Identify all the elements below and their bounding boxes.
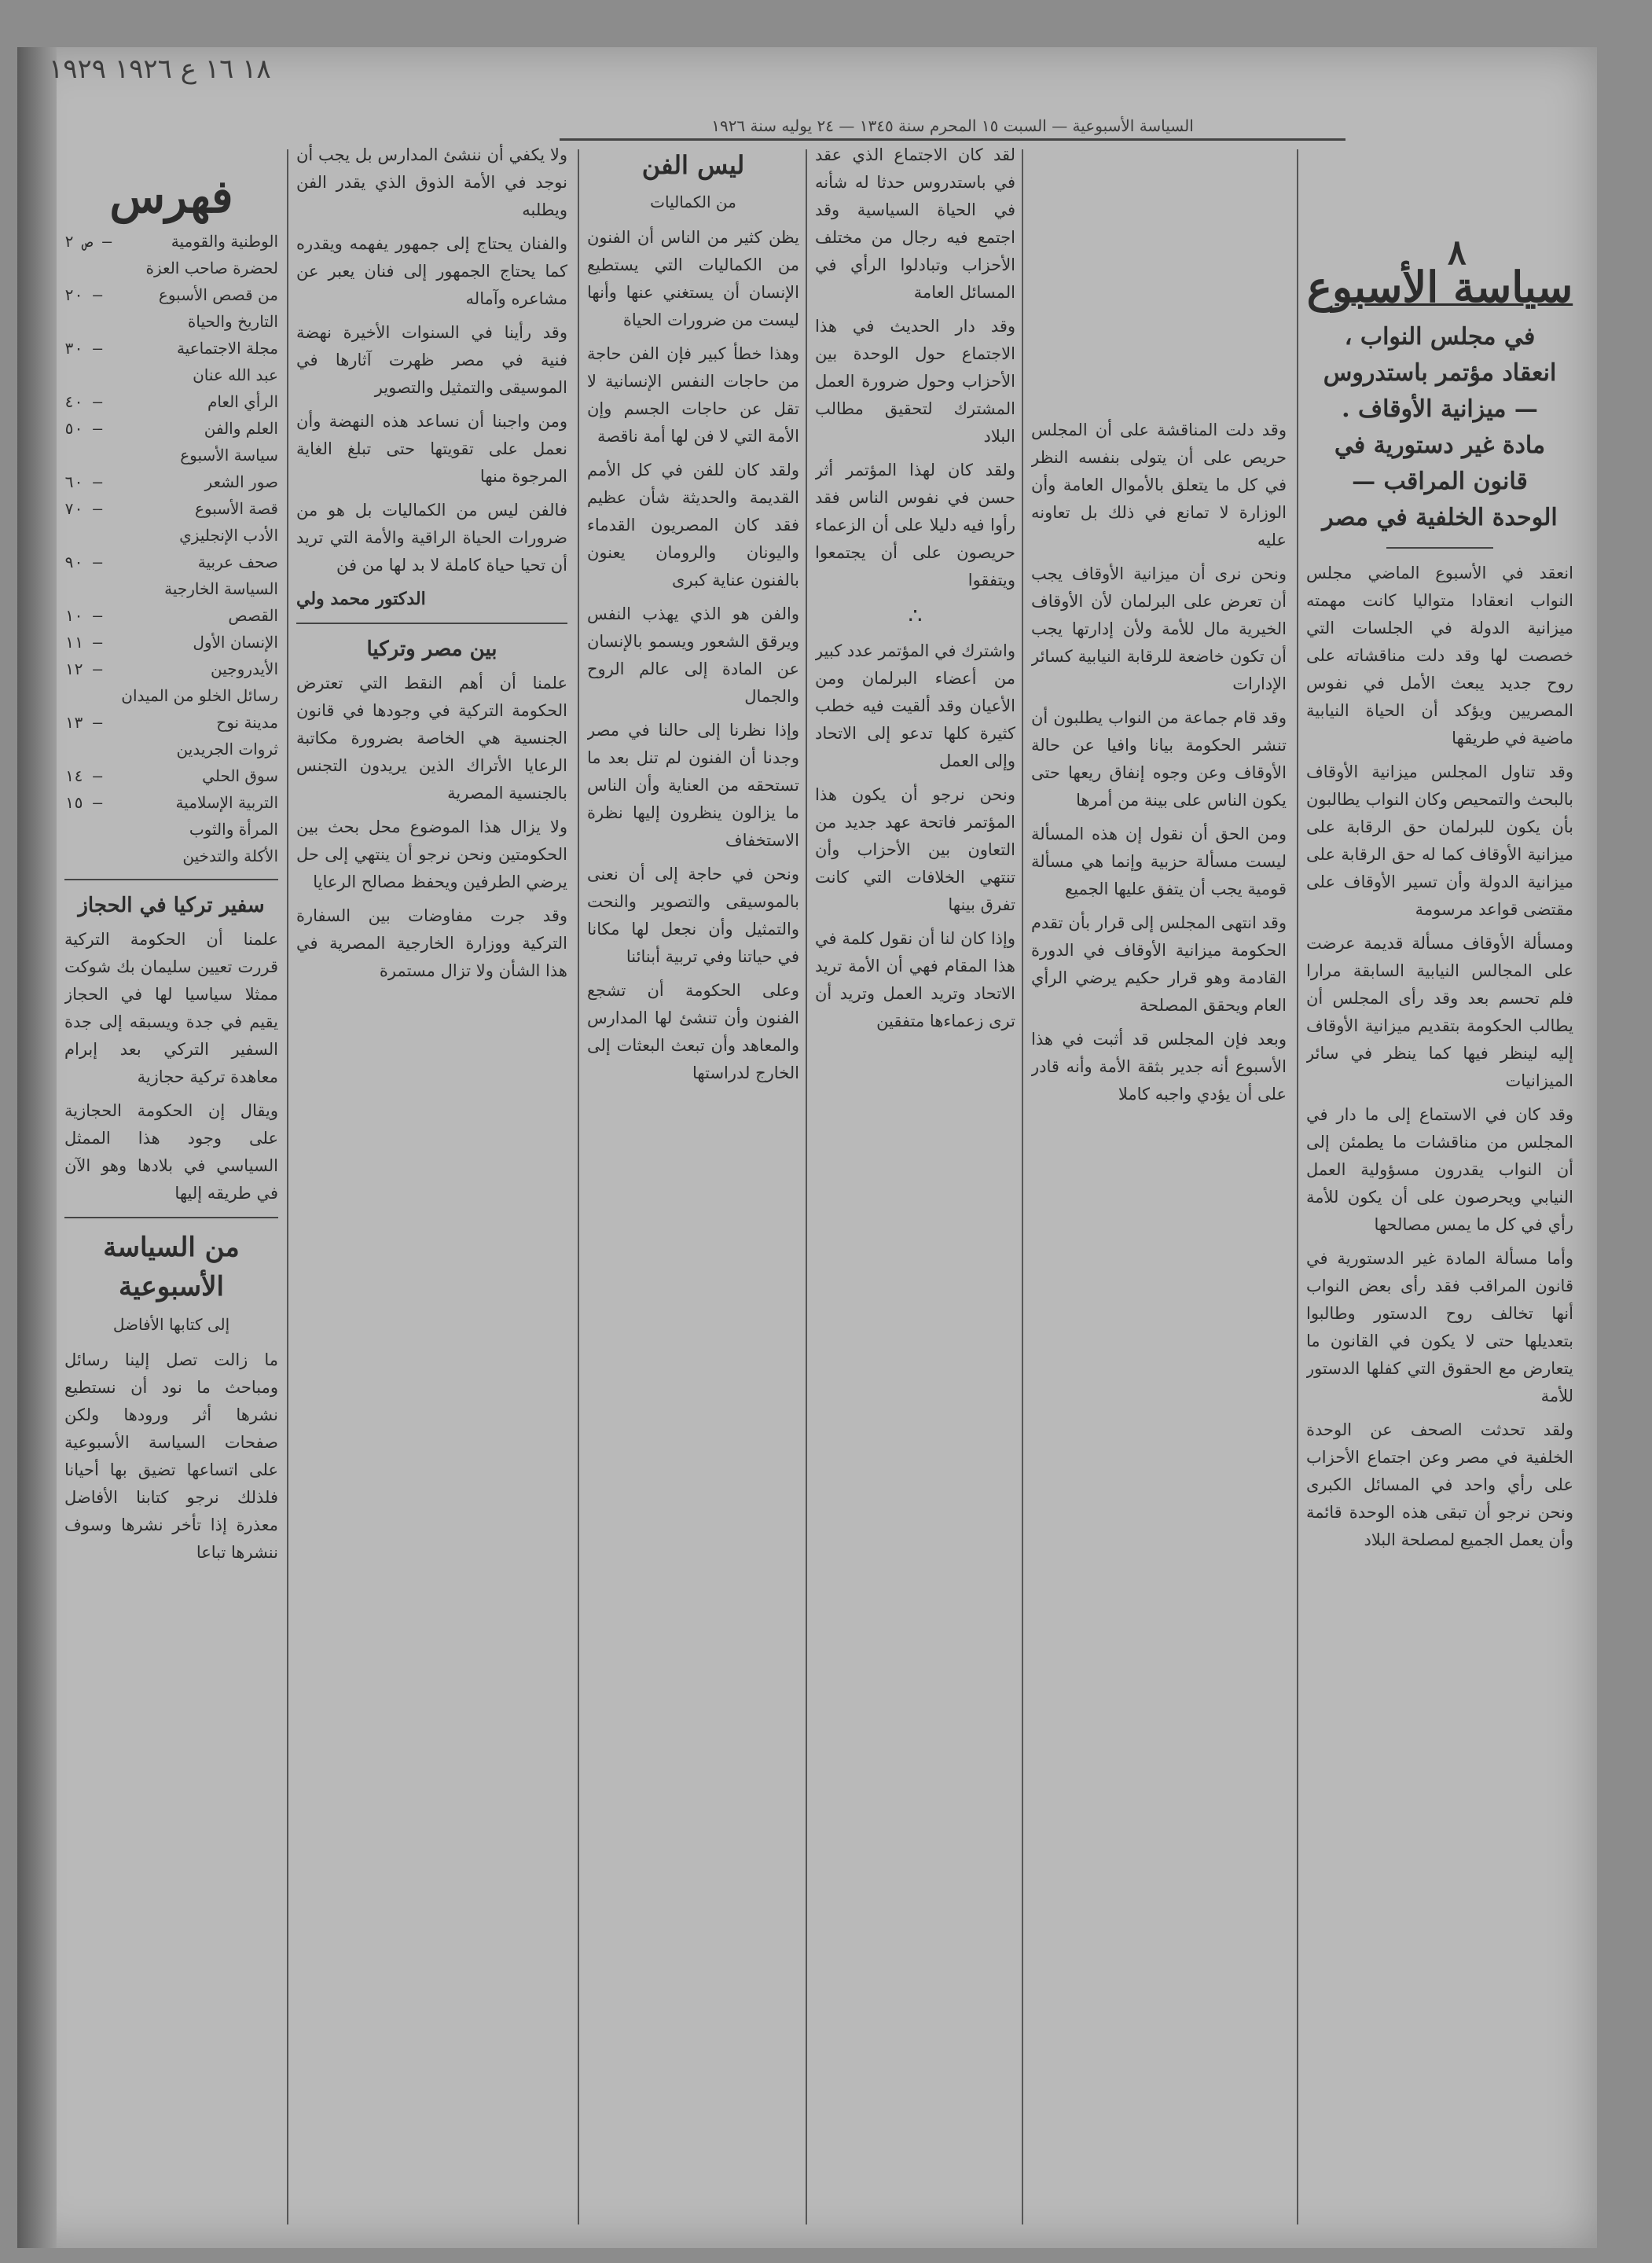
- toc-entry: [64, 362, 278, 388]
- toc-entry-text: قصة الأسبوع: [194, 499, 278, 518]
- toc-entry-text: من قصص الأسبوع: [158, 285, 278, 304]
- paragraph: وهذا خطأ كبير فإن الفن حاجة من حاجات النفس الإنسانية لا تقل عن حاجات الجسم وإن الأمة التي لا فن لها أمة ناقصة: [587, 344, 799, 446]
- toc-entry-page: ١٤ —: [64, 766, 103, 785]
- toc-entry: [64, 736, 278, 762]
- toc-entry: [64, 816, 278, 843]
- paragraph: ونحن نرجو أن يكون هذا المؤتمر فاتحة عهد جديد من التعاون بين الأحزاب وأن تنتهي الخلافات التي كانت تفرق بينها: [815, 785, 1015, 914]
- ornament: ∴: [908, 603, 923, 629]
- toc-entry-page: ٦٠ —: [64, 472, 103, 491]
- paragraph: ونحن نرى أن ميزانية الأوقاف يجب أن تعرض على البرلمان لأن الأوقاف الخيرية مال للأمة ولأن إدارتها يجب أن تكون خاضعة للرقابة النيابية كسائر الإدارات: [1031, 564, 1287, 693]
- toc-entry-text: الوطنية والقومية: [171, 232, 278, 251]
- toc-entry: [64, 495, 278, 522]
- running-header: السياسة الأسبوعية — السبت ١٥ المحرم سنة ١٣٤٥ — ٢٤ يوليه سنة ١٩٢٦: [560, 116, 1345, 141]
- headline-policy: في مجلس النواب ، انعقاد مؤتمر باستدروس — ميزانية الأوقاف . مادة غير دستورية في قانون المراقب — الوحدة الخلفية في مصر: [1322, 323, 1558, 531]
- paragraph: وقد دار الحديث في هذا الاجتماع حول الوحدة بين الأحزاب وحول ضرورة العمل المشترك لتحقيق مطالب البلاد: [815, 317, 1015, 446]
- toc-entry: [64, 228, 278, 255]
- toc-entry-page: ١١ —: [64, 633, 103, 652]
- paragraph: وأما مسألة المادة غير الدستورية في قانون المراقب فقد رأى بعض النواب أنها تخالف روح الدستور وطالبوا بتعديلها حتى لا يكون في القانون ما يتعارض مع الحقوق التي كفلها الدستور للأمة: [1306, 1249, 1573, 1405]
- paragraph: يظن كثير من الناس أن الفنون من الكماليات التي يستطيع الإنسان أن يستغني عنها وأنها ليست من ضرورات الحياة: [587, 228, 799, 329]
- index-title: فهرس: [109, 170, 233, 223]
- toc-entry-text: الأيدروجين: [211, 659, 278, 678]
- toc-entry-text: رسائل الخلو من الميدان: [121, 686, 278, 705]
- paragraph: وإذا نظرنا إلى حالنا في مصر وجدنا أن الفنون لم تنل بعد ما تستحقه من العناية وأن الناس ما يزالون ينظرون إليها نظرة الاستخفاف: [587, 721, 799, 850]
- column-3: [815, 141, 1015, 2232]
- column-rule: [806, 149, 807, 2224]
- divider: [1386, 547, 1493, 549]
- paragraph: وقد قام جماعة من النواب يطلبون أن تنشر الحكومة بيانا وافيا عن حالة الأوقاف وعن وجوه إنفاق ريعها حتى يكون الناس على بينة من أمرها: [1031, 708, 1287, 810]
- paragraph: انعقد في الأسبوع الماضي مجلس النواب انعقادا متواليا كانت مهمته ميزانية الدولة في الجلسات التي خصصت لها وقد دلت مناقشاته على روح جديد يبعث الأمل في نفوس المصريين ويؤكد أن الحياة النيابية ماضية في طريقها: [1306, 564, 1573, 748]
- toc-entry: [64, 602, 278, 629]
- article-subtitle: من الكماليات: [650, 193, 736, 211]
- toc-entry: [64, 522, 278, 549]
- toc-entry-text: القصص: [228, 606, 278, 625]
- author-signature: الدكتور محمد ولي: [296, 589, 426, 609]
- toc-entry-text: عبد الله عنان: [193, 366, 278, 384]
- paragraph: فالفن ليس من الكماليات بل هو من ضرورات الحياة الراقية والأمة التي تريد أن تحيا حياة كاملة لا بد لها من فن: [296, 501, 567, 575]
- toc-entry-text: صحف عربية: [197, 553, 278, 571]
- table-of-contents: [64, 228, 278, 869]
- toc-entry-text: الرأي العام: [207, 392, 278, 411]
- column-policy-of-week: [1306, 244, 1573, 2224]
- toc-entry-page: ١٣ —: [64, 713, 103, 732]
- toc-entry-page: ٧٠ —: [64, 499, 103, 518]
- section-subheading: إلى كتابها الأفاضل: [112, 1315, 230, 1334]
- toc-entry-text: لحضرة صاحب العزة: [145, 259, 278, 277]
- toc-entry-page: ٣٠ —: [64, 339, 103, 358]
- section-heading-turkish-envoy: سفير تركيا في الحجاز: [78, 894, 265, 917]
- toc-entry-page: ٩٠ —: [64, 553, 103, 571]
- paragraph: علمنا أن الحكومة التركية قررت تعيين سليمان بك شوكت ممثلا سياسيا لها في الحجاز يقيم في جدة ويسبقه إلى جدة السفير التركي بعد إبرام معاهدة تركية حجازية: [64, 930, 278, 1086]
- paragraph: والفن هو الذي يهذب النفس ويرقق الشعور ويسمو بالإنسان عن المادة إلى عالم الروح والجمال: [587, 604, 799, 706]
- column-rule: [1022, 149, 1023, 2224]
- toc-entry: [64, 442, 278, 468]
- column-rule: [578, 149, 579, 2224]
- toc-entry-text: السياسة الخارجية: [164, 579, 278, 598]
- paragraph: ومسألة الأوقاف مسألة قديمة عرضت على المجالس النيابية السابقة مرارا فلم تحسم بعد وقد رأى المجلس أن يطالب الحكومة بتقديم ميزانية الأوقاف إليه لينظر فيها كما ينظر في سائر الميزانيات: [1306, 934, 1573, 1090]
- toc-entry: [64, 468, 278, 495]
- toc-entry: [64, 762, 278, 789]
- toc-entry: [64, 335, 278, 362]
- toc-entry-text: الأدب الإنجليزي: [179, 526, 278, 545]
- paragraph: ولقد كان للفن في كل الأمم القديمة والحديثة شأن عظيم فقد كان المصريون القدماء واليونان والرومان يعنون بالفنون عناية كبرى: [587, 461, 799, 590]
- toc-entry-text: ثروات الجريدين: [176, 740, 278, 759]
- toc-entry-page: ١٥ —: [64, 793, 103, 812]
- column-art-article: [587, 141, 799, 2232]
- handwritten-note: ١٨ ١٦ ع ١٩٢٦ ١٩٢٩: [49, 53, 271, 85]
- toc-entry: [64, 575, 278, 602]
- paragraph: وقد تناول المجلس ميزانية الأوقاف بالبحث والتمحيص وكان النواب يطالبون بأن يكون للبرلمان حق الرقابة على ميزانية الأوقاف كما له حق الرقابة على ميزانية الدولة وأن تسير الأوقاف على مقتضى قواعد مرسومة: [1306, 762, 1573, 919]
- paragraph: وإذا كان لنا أن نقول كلمة في هذا المقام فهي أن الأمة تريد الاتحاد وتريد العمل وتريد أن ترى زعماءها متفقين: [815, 929, 1015, 1030]
- section-heading-from-weekly: من السياسة الأسبوعية: [103, 1232, 240, 1302]
- page-number: ٨: [1448, 233, 1467, 273]
- toc-entry-text: التاريخ والحياة: [187, 312, 278, 331]
- toc-entry-text: سوق الحلي: [202, 766, 278, 785]
- paragraph: ونحن في حاجة إلى أن نعنى بالموسيقى والتصوير والنحت والتمثيل وأن نجعل لها مكانا في حياتنا وفي تربية أبنائنا: [587, 865, 799, 966]
- paragraph: ومن الحق أن نقول إن هذه المسألة ليست مسألة حزبية وإنما هي مسألة قومية يجب أن يتفق عليها الجميع: [1031, 825, 1287, 898]
- paragraph: علمنا أن أهم النقط التي تعترض الحكومة التركية في وجودها في قانون الجنسية هي الخاصة بضرورة مكاتبة الرعايا الأتراك الذين يريدون التجنس بالجنسية المصرية: [296, 674, 567, 803]
- column-rule: [1297, 149, 1298, 2224]
- paragraph: وقد جرت مفاوضات بين السفارة التركية ووزارة الخارجية المصرية في هذا الشأن ولا تزال مستمرة: [296, 906, 567, 980]
- paragraph: ويقال إن الحكومة الحجازية على وجود هذا الممثل السياسي في بلادها وهو الآن في طريقه إليها: [64, 1101, 278, 1203]
- paragraph: وعلى الحكومة أن تشجع الفنون وأن تنشئ لها المدارس والمعاهد وأن تبعث البعثات إلى الخارج لدراستها: [587, 981, 799, 1082]
- toc-entry-page: ١٠ —: [64, 606, 103, 625]
- toc-entry: [64, 709, 278, 736]
- paragraph: واشترك في المؤتمر عدد كبير من أعضاء البرلمان ومن الأعيان وقد ألقيت فيه خطب كثيرة كلها تدعو إلى الاتحاد وإلى العمل: [815, 641, 1015, 770]
- paragraph: ولا يكفي أن ننشئ المدارس بل يجب أن نوجد في الأمة الذوق الذي يقدر الفن ويطلبه: [296, 145, 567, 219]
- book-binding: [17, 47, 57, 2248]
- toc-entry-text: مدينة نوح: [216, 713, 278, 732]
- toc-entry: [64, 682, 278, 709]
- toc-entry: [64, 549, 278, 575]
- section-heading-egypt-turkey: بين مصر وتركيا: [366, 637, 497, 661]
- paragraph: لقد كان الاجتماع الذي عقد في باستدروس حدثا له شأنه في الحياة السياسية وقد اجتمع فيه رجال من مختلف الأحزاب وتبادلوا الرأي في المسائل العامة: [815, 145, 1015, 302]
- toc-entry: [64, 308, 278, 335]
- masthead-policy: سياسة الأسبوع: [1306, 262, 1573, 312]
- toc-entry-text: مجلة الاجتماعية: [176, 339, 278, 358]
- toc-entry-page: ١٢ —: [64, 659, 103, 678]
- divider: [296, 623, 567, 624]
- toc-entry-text: الأكلة والتدخين: [182, 847, 278, 865]
- toc-entry: [64, 415, 278, 442]
- toc-entry-page: ٢٠ —: [64, 285, 103, 304]
- paragraph: وقد دلت المناقشة على أن المجلس حريص على أن يتولى بنفسه النظر في كل ما يتعلق بالأموال العامة وأن الوزارة لا تمانع في ذلك بل تعاونه عليه: [1031, 421, 1287, 549]
- toc-entry: [64, 789, 278, 816]
- toc-entry: [64, 255, 278, 281]
- paragraph: وقد رأينا في السنوات الأخيرة نهضة فنية في مصر ظهرت آثارها في الموسيقى والتمثيل والتصوير: [296, 323, 567, 397]
- toc-entry-text: الإنسان الأول: [193, 633, 278, 652]
- paragraph: وبعد فإن المجلس قد أثبت في هذا الأسبوع أنه جدير بثقة الأمة وأنه قادر على أن يؤدي واجبه كاملا: [1031, 1030, 1287, 1104]
- toc-entry: [64, 281, 278, 308]
- paragraph: وقد كان في الاستماع إلى ما دار في المجلس من مناقشات ما يطمئن إلى أن النواب يقدرون مسؤولية العمل النيابي ويحرصون على أن يكون للأمة رأي في كل ما يمس مصالحها: [1306, 1105, 1573, 1234]
- divider: [64, 879, 278, 880]
- toc-entry: [64, 656, 278, 682]
- divider: [64, 1217, 278, 1218]
- article-title: ليس الفن: [641, 150, 745, 180]
- paragraph: ولا يزال هذا الموضوع محل بحث بين الحكومتين ونحن نرجو أن ينتهي إلى حل يرضي الطرفين ويحفظ مصالح الرعايا: [296, 817, 567, 891]
- toc-entry: [64, 629, 278, 656]
- paragraph: ما زالت تصل إلينا رسائل ومباحث ما نود أن نستطيع نشرها أثر ورودها ولكن صفحات السياسة الأسبوعية على اتساعها تضيق بها أحيانا فلذلك نرجو كتابنا الأفاضل معذرة إذا تأخر نشرها وسوف ننشرها تباعا: [64, 1350, 278, 1562]
- toc-entry-text: العلم والفن: [204, 419, 278, 438]
- newspaper-page: [17, 47, 1597, 2248]
- toc-entry-text: التربية الإسلامية: [175, 793, 278, 812]
- column-2: [1031, 417, 1287, 2224]
- toc-entry-text: سياسة الأسبوع: [180, 446, 278, 465]
- column-rule: [287, 149, 288, 2224]
- toc-entry-page: ٥٠ —: [64, 419, 103, 438]
- toc-entry-page: ٤٠ —: [64, 392, 103, 411]
- toc-entry: [64, 843, 278, 869]
- paragraph: ومن واجبنا أن نساعد هذه النهضة وأن نعمل على تقويتها حتى تبلغ الغاية المرجوة منها: [296, 412, 567, 486]
- toc-entry: [64, 388, 278, 415]
- column-5: [296, 141, 567, 2232]
- column-index: [64, 141, 278, 2232]
- paragraph: وقد انتهى المجلس إلى قرار بأن تقدم الحكومة ميزانية الأوقاف في الدورة القادمة وهو قرار حكيم يرضي الرأي العام ويحقق المصلحة: [1031, 913, 1287, 1015]
- toc-entry-page: ص ٢ —: [64, 232, 112, 251]
- toc-entry-text: صور الشعر: [204, 472, 278, 491]
- paragraph: والفنان يحتاج إلى جمهور يفهمه ويقدره كما يحتاج الجمهور إلى فنان يعبر عن مشاعره وآماله: [296, 234, 567, 308]
- paragraph: ولقد كان لهذا المؤتمر أثر حسن في نفوس الناس فقد رأوا فيه دليلا على أن الزعماء حريصون على أن يجتمعوا ويتفقوا: [815, 461, 1015, 590]
- toc-entry-text: المرأة والثوب: [189, 820, 278, 839]
- paragraph: ولقد تحدثت الصحف عن الوحدة الخلفية في مصر وعن اجتماع الأحزاب على رأي واحد في المسائل الكبرى ونحن نرجو أن تبقى هذه الوحدة قائمة وأن يعمل الجميع لمصلحة البلاد: [1306, 1420, 1573, 1549]
